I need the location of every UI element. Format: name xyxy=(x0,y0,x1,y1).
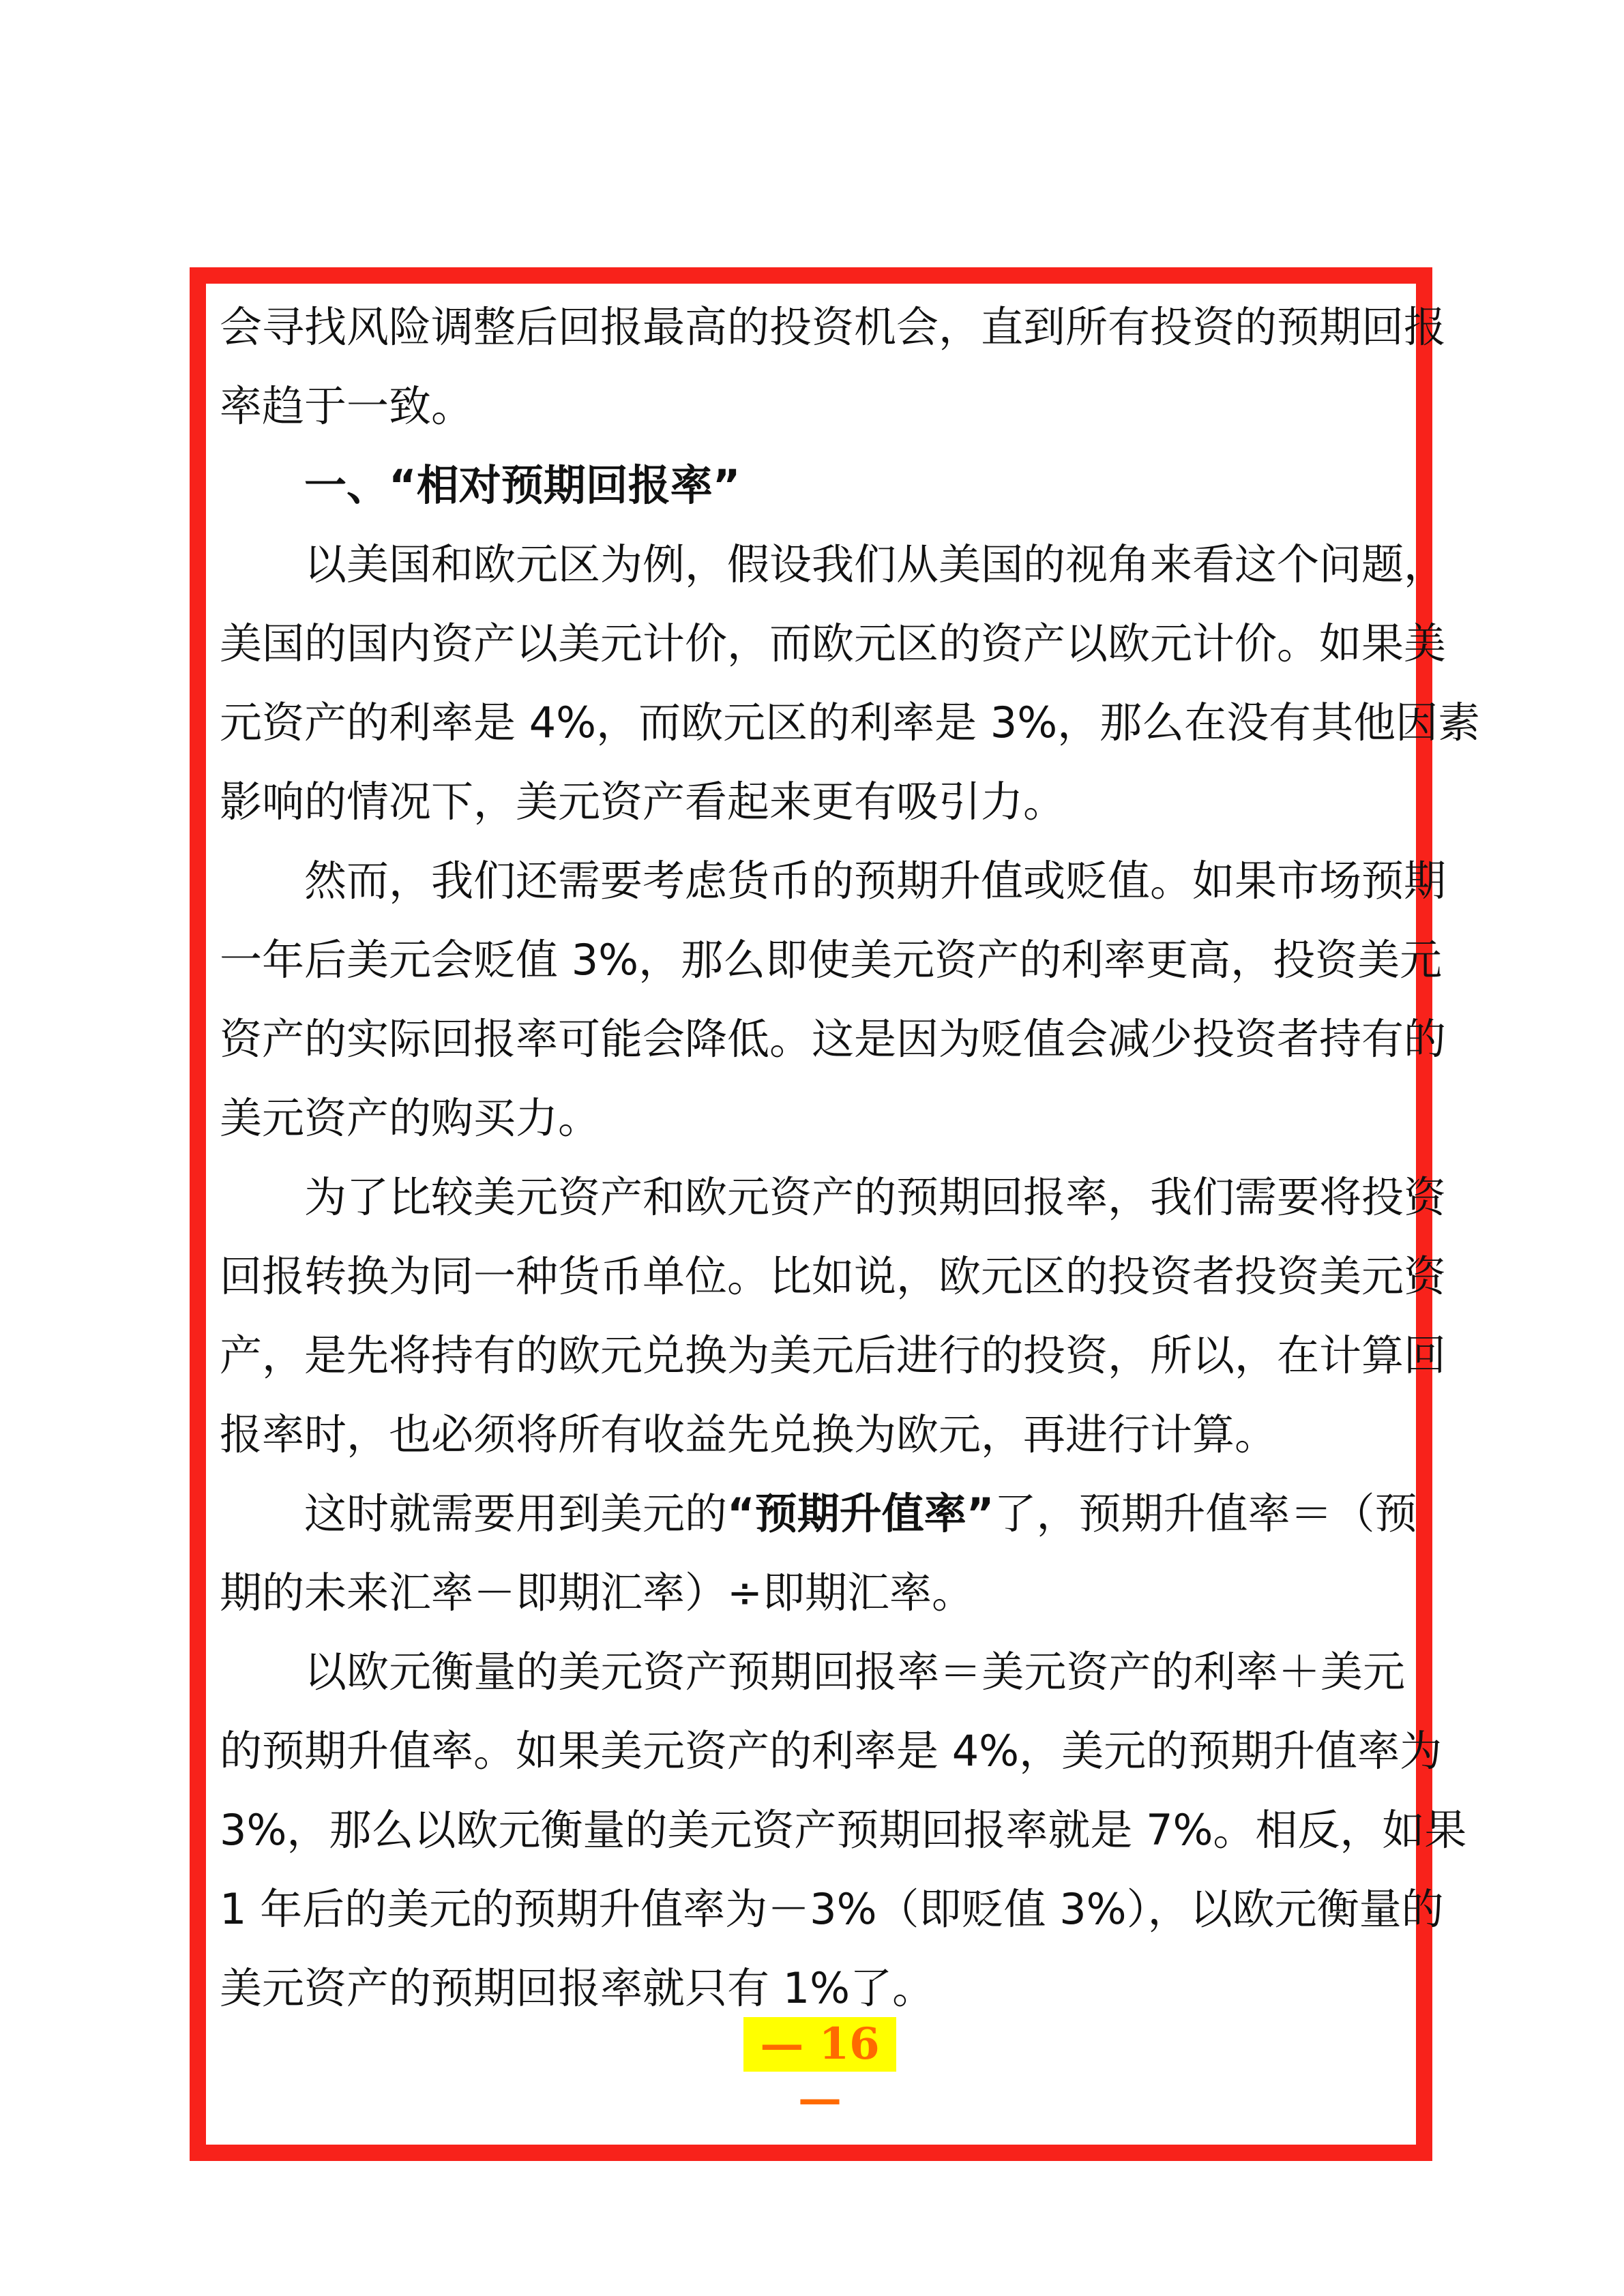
paragraph-line-mixed xyxy=(220,1474,1417,1553)
paragraph-line: 的预期升值率。如果美元资产的利率是 4%，美元的预期升值率为 xyxy=(220,1726,1443,1776)
paragraph-line: 以美国和欧元区为例，假设我们从美国的视角来看这个问题， xyxy=(304,539,1447,589)
section-heading: 一、“相对预期回报率” xyxy=(304,460,741,510)
line-text: 了，预期升值率＝（预 xyxy=(994,1489,1417,1538)
paragraph-line: 3%，那么以欧元衡量的美元资产预期回报率就是 7%。相反，如果 xyxy=(220,1805,1467,1855)
line-text: 这时就需要用到美元的 xyxy=(304,1489,728,1538)
page-number: — 16 — xyxy=(743,2017,896,2072)
paragraph-line: 影响的情况下，美元资产看起来更有吸引力。 xyxy=(220,777,1066,826)
paragraph-line: 元资产的利率是 4%，而欧元区的利率是 3%，那么在没有其他因素 xyxy=(220,698,1481,747)
paragraph-line: 率趋于一致。 xyxy=(220,381,474,431)
paragraph-line: 然而，我们还需要考虑货币的预期升值或贬值。如果市场预期 xyxy=(304,856,1447,906)
paragraph-line: 报率时，也必须将所有收益先兑换为欧元，再进行计算。 xyxy=(220,1410,1278,1459)
paragraph-line: 以欧元衡量的美元资产预期回报率＝美元资产的利率＋美元 xyxy=(304,1647,1405,1697)
paragraph-line: 期的未来汇率－即期汇率）÷即期汇率。 xyxy=(220,1568,974,1617)
bold-term: “预期升值率” xyxy=(727,1489,994,1538)
paragraph-line: 一年后美元会贬值 3%，那么即使美元资产的利率更高，投资美元 xyxy=(220,935,1443,985)
paragraph-line: 回报转换为同一种货币单位。比如说，欧元区的投资者投资美元资 xyxy=(220,1251,1447,1301)
paragraph-line: 为了比较美元资产和欧元资产的预期回报率，我们需要将投资 xyxy=(304,1172,1447,1222)
paragraph-line: 资产的实际回报率可能会降低。这是因为贬值会减少投资者持有的 xyxy=(220,1014,1447,1064)
paragraph-line: 会寻找风险调整后回报最高的投资机会，直到所有投资的预期回报 xyxy=(220,302,1447,352)
paragraph-line: 1 年后的美元的预期升值率为－3%（即贬值 3%），以欧元衡量的 xyxy=(220,1884,1444,1934)
document-body xyxy=(220,288,1481,2028)
paragraph-line: 产，是先将持有的欧元兑换为美元后进行的投资，所以，在计算回 xyxy=(220,1330,1447,1380)
paragraph-line: 美元资产的购买力。 xyxy=(220,1093,601,1143)
paragraph-line: 美国的国内资产以美元计价，而欧元区的资产以欧元计价。如果美 xyxy=(220,618,1447,668)
paragraph-line: 美元资产的预期回报率就只有 1%了。 xyxy=(220,1963,935,2013)
